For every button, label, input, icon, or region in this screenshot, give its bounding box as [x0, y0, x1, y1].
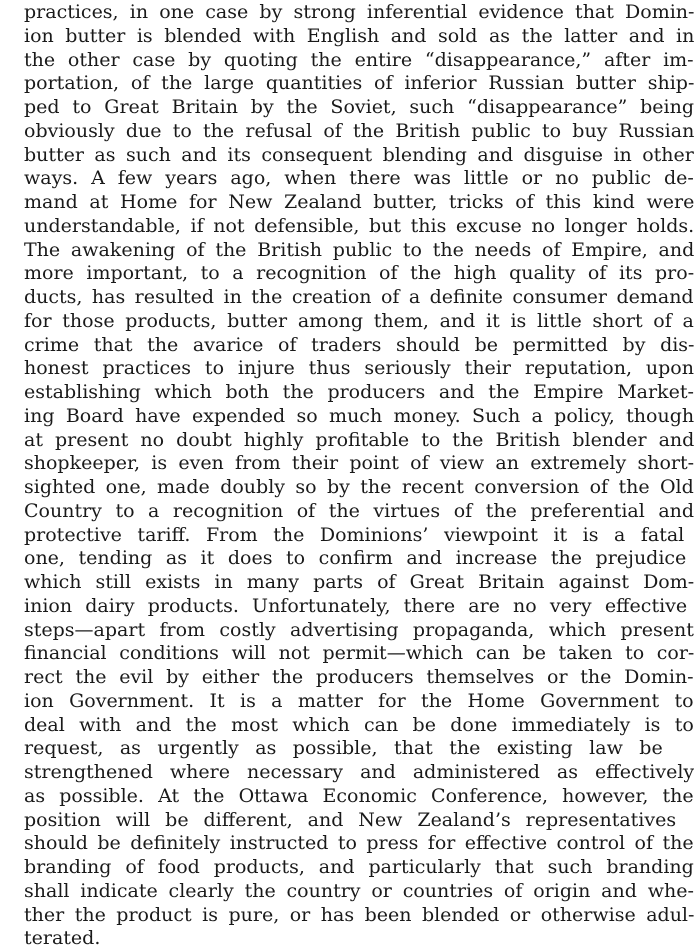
text-line: strengthened where necessary and administered as effectively [24, 761, 694, 783]
text-line: inion dairy products. Unfortunately, there are no very effective [24, 594, 688, 617]
text-line: sighted one, made doubly so by the recent conversion of the Old [24, 476, 694, 498]
text-line: position will be different, and New Zealand’s representatives [24, 808, 677, 831]
text-line: at present no doubt highly profitable to the British blender and [24, 428, 694, 451]
text-line: which still exists in many parts of Great Britain against Dom- [24, 571, 694, 593]
text-line: ped to Great Britain by the Soviet, such “disappearance” being [24, 96, 694, 118]
text-line: branding of food products, and particularly that such branding [24, 856, 694, 878]
text-line: rect the evil by either the producers themselves or the Domin- [24, 666, 694, 688]
text-line: obviously due to the refusal of the British public to buy Russian [24, 119, 694, 142]
text-line: practices, in one case by strong inferential evidence that Domin- [24, 1, 694, 23]
text-line: Country to a recognition of the virtues of the preferential and [24, 499, 694, 522]
text-line: ion Government. It is a matter for the Home Government to [24, 689, 694, 712]
text-line: mand at Home for New Zealand butter, tricks of this kind were [24, 191, 694, 213]
text-line: crime that the avarice of traders should be permitted by dis- [24, 333, 694, 356]
text-line: should be definitely instructed to press for effective control of the [24, 832, 694, 855]
document-page [24, 0, 694, 950]
text-line: deal with and the most which can be done immediately is to [24, 713, 694, 736]
text-line: honest practices to injure thus seriously their reputation, upon [24, 357, 694, 380]
text-line: more important, to a recognition of the high quality of its pro- [24, 262, 694, 285]
text-line: one, tending as it does to confirm and increase the prejudice [24, 547, 687, 570]
text-line: protective tariff. From the Dominions’ viewpoint it is a fatal [24, 523, 685, 546]
text-line: butter as such and its consequent blending and disguise in other [24, 143, 694, 166]
text-line: understandable, if not defensible, but this excuse no longer holds. [24, 214, 694, 237]
text-line: terated. [24, 927, 101, 950]
text-line: financial conditions will not permit—which can be taken to cor- [24, 642, 694, 665]
text-line: portation, of the large quantities of inferior Russian butter ship- [24, 72, 694, 95]
text-line: shopkeeper, is even from their point of view an extremely short- [24, 452, 694, 475]
text-line: request, as urgently as possible, that the existing law be [24, 737, 663, 760]
text-line: ways. A few years ago, when there was little or no public de- [24, 167, 694, 190]
text-line: for those products, butter among them, and it is little short of a [24, 309, 694, 332]
text-line: ther the product is pure, or has been blended or otherwise adul- [24, 903, 694, 926]
text-line: steps—apart from costly advertising propaganda, which present [24, 618, 694, 641]
text-line: The awakening of the British public to the needs of Empire, and [24, 238, 694, 261]
text-line: ducts, has resulted in the creation of a definite consumer demand [24, 286, 694, 308]
text-line: shall indicate clearly the country or countries of origin and whe- [24, 879, 694, 902]
text-line: ing Board have expended so much money. Such a policy, though [24, 404, 694, 427]
text-line: ion butter is blended with English and sold as the latter and in [24, 24, 694, 47]
text-line: establishing which both the producers and the Empire Market- [24, 381, 694, 403]
text-line: the other case by quoting the entire “disappearance,” after im- [24, 48, 694, 71]
text-line: as possible. At the Ottawa Economic Conference, however, the [24, 784, 694, 807]
